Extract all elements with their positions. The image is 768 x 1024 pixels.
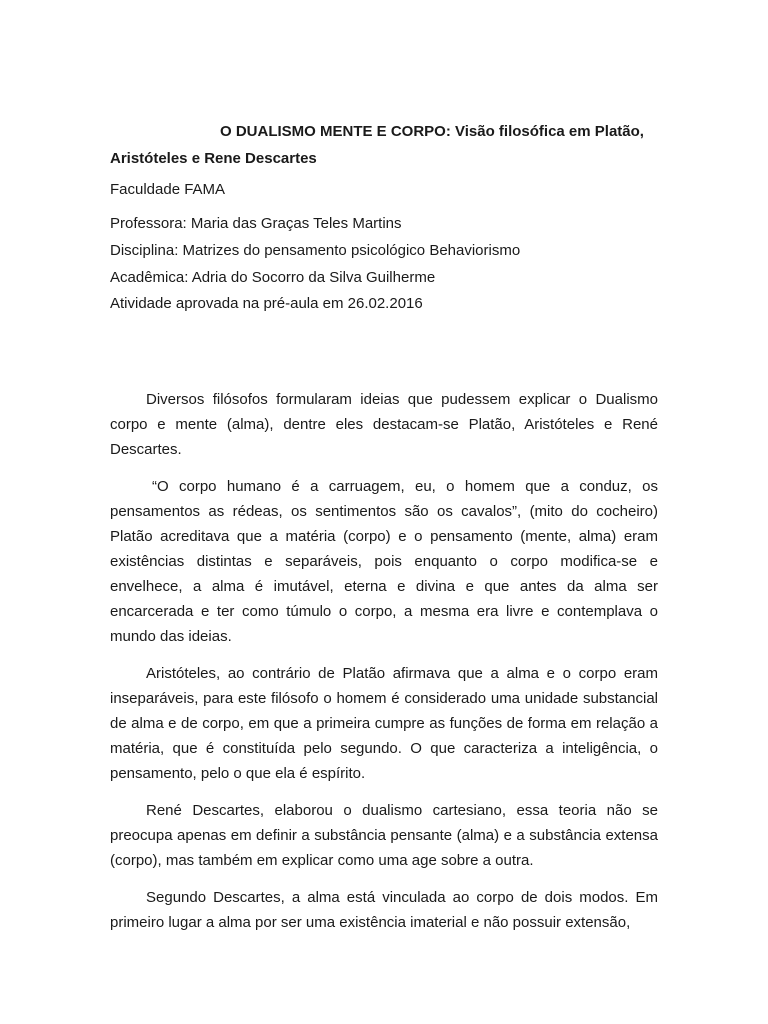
document-title (110, 118, 658, 172)
discipline-line: Disciplina: Matrizes do pensamento psicológico Behaviorismo (110, 242, 521, 259)
paragraph-intro: Diversos filósofos formularam ideias que pudessem explicar o Dualismo corpo e mente (alma), dentre eles destacam-se Platão, Aristóteles e René Descartes. (110, 391, 658, 458)
paragraph-aristoteles: Aristóteles, ao contrário de Platão afirmava que a alma e o corpo eram inseparáveis, para este filósofo o homem é considerado uma unidade substancial de alma e de corpo, em que a primeira cumpre as funções de forma em relação a matéria, que é constituída pelo segundo. O que caracteriza a inteligência, o pensamento, pelo o que ela é espírito. (110, 665, 658, 782)
professor-line: Professora: Maria das Graças Teles Martins (110, 215, 402, 232)
student-line: Acadêmica: Adria do Socorro da Silva Guilherme (110, 269, 436, 286)
title-line-1: O DUALISMO MENTE E CORPO: Visão filosófica em Platão, (220, 123, 644, 140)
document-body (110, 387, 658, 947)
title-line-2: Aristóteles e Rene Descartes (110, 150, 317, 167)
paragraph-platao: “O corpo humano é a carruagem, eu, o homem que a conduz, os pensamentos as rédeas, os sentimentos são os cavalos”, (mito do cocheiro) Platão acreditava que a matéria (corpo) e o pensamento (mente, alma) eram existências distintas e separáveis, pois enquanto o corpo modifica-se e envelhece, a alma é imutável, eterna e divina e que antes da alma ser encarcerada e ter como túmulo o corpo, a mesma era livre e contemplava o mundo das ideias. (110, 478, 658, 645)
institution-name: Faculdade FAMA (110, 181, 226, 198)
paragraph-descartes-modos: Segundo Descartes, a alma está vinculada ao corpo de dois modos. Em primeiro lugar a alma por ser uma existência imaterial e não possuir extensão, (110, 889, 658, 931)
paragraph-descartes: René Descartes, elaborou o dualismo cartesiano, essa teoria não se preocupa apenas em definir a substância pensante (alma) e a substância extensa (corpo), mas também em explicar como uma age sobre a outra. (110, 802, 658, 869)
approval-line: Atividade aprovada na pré-aula em 26.02.2016 (110, 295, 423, 312)
